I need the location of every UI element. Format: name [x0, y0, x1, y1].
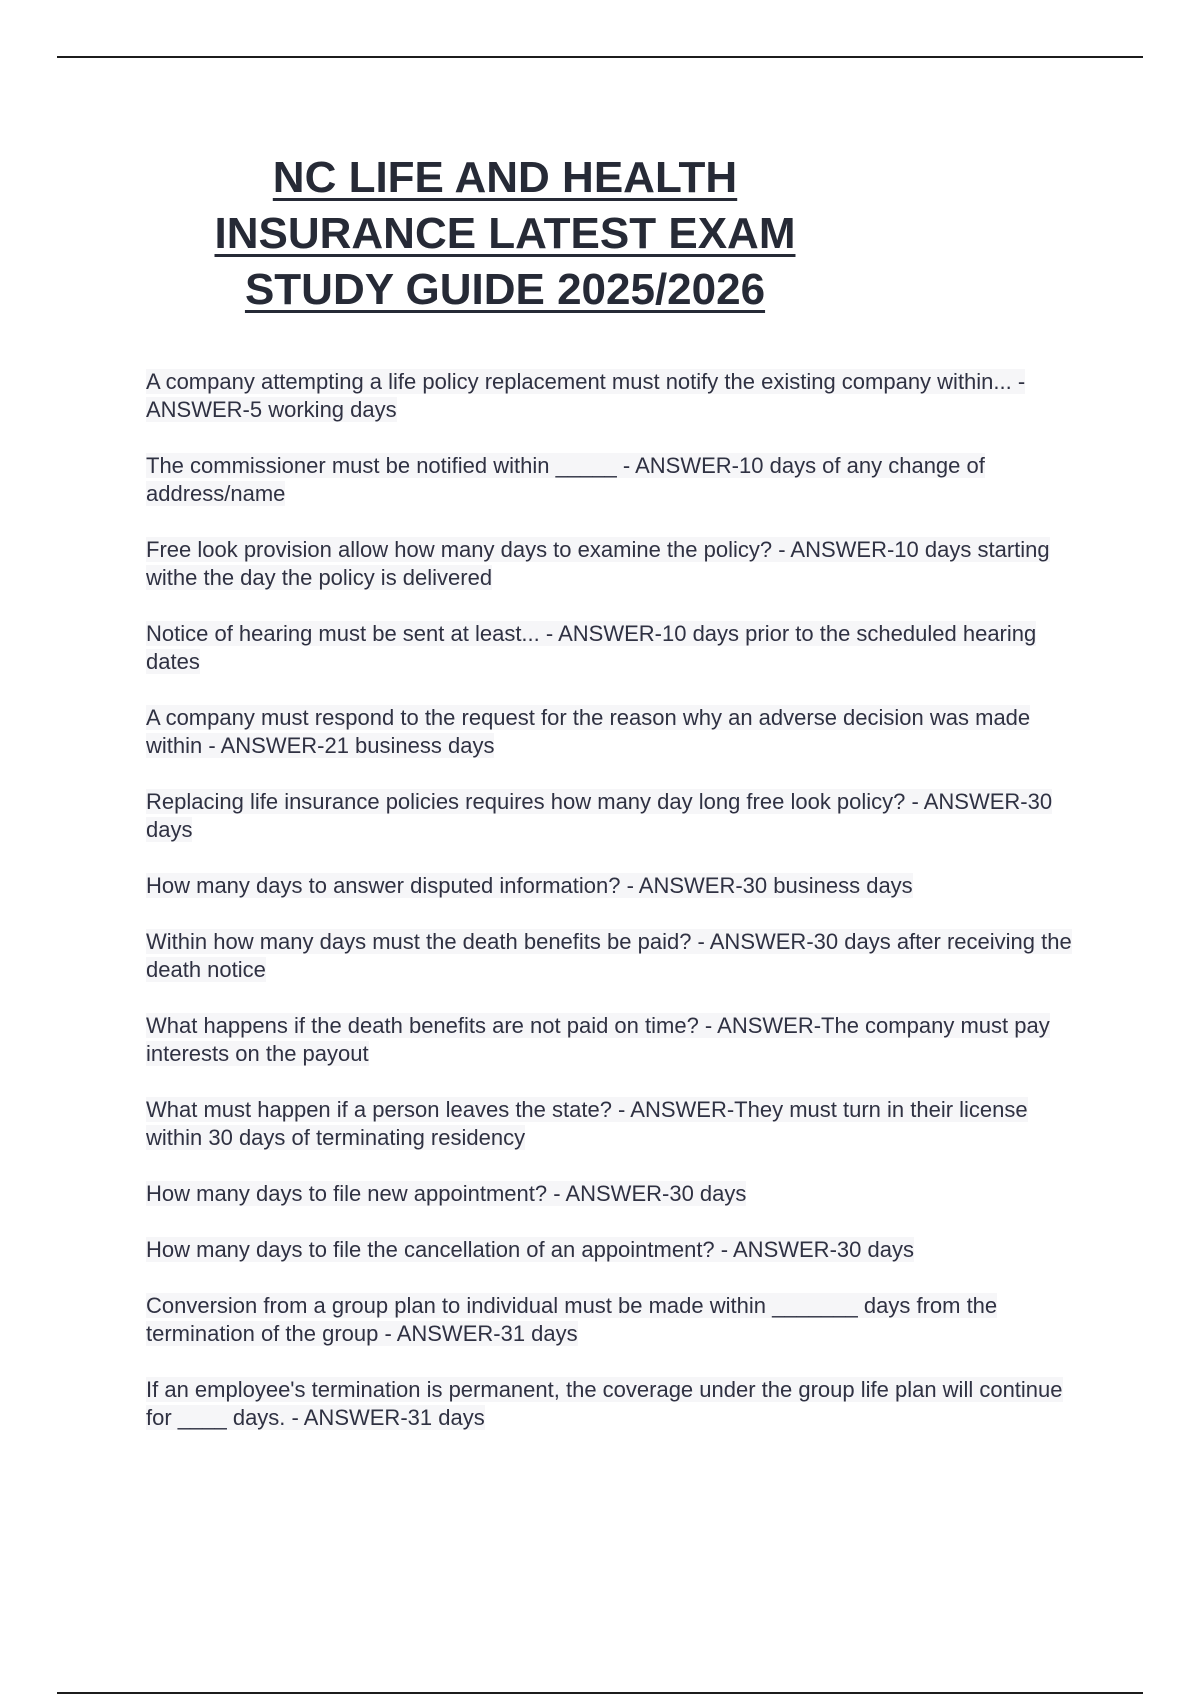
list-item: A company attempting a life policy replacement must notify the existing company within... - ANSWER-5 working days	[146, 369, 1026, 422]
list-item: Within how many days must the death benefits be paid? - ANSWER-30 days after receiving the death notice	[146, 929, 1072, 982]
title-line-2: INSURANCE LATEST EXAM	[214, 209, 796, 258]
top-divider	[57, 56, 1143, 58]
list-item: Notice of hearing must be sent at least... - ANSWER-10 days prior to the scheduled hearing dates	[146, 621, 1037, 674]
list-item: Conversion from a group plan to individual must be made within _______ days from the termination of the group - ANSWER-31 days	[146, 1293, 998, 1346]
question-answer-list	[146, 368, 1086, 1460]
page-title	[150, 150, 860, 318]
list-item: How many days to file the cancellation of an appointment? - ANSWER-30 days	[146, 1237, 914, 1262]
title-line-1: NC LIFE AND HEALTH	[272, 153, 738, 202]
list-item: What must happen if a person leaves the state? - ANSWER-They must turn in their license within 30 days of terminating residency	[146, 1097, 1028, 1150]
list-item: Replacing life insurance policies requires how many day long free look policy? - ANSWER-30 days	[146, 789, 1053, 842]
list-item: What happens if the death benefits are not paid on time? - ANSWER-The company must pay interests on the payout	[146, 1013, 1050, 1066]
list-item: If an employee's termination is permanent, the coverage under the group life plan will continue for ____ days. - ANSWER-31 days	[146, 1377, 1063, 1430]
title-line-3: STUDY GUIDE 2025/2026	[244, 265, 766, 314]
bottom-divider	[57, 1692, 1143, 1694]
list-item: A company must respond to the request for the reason why an adverse decision was made within - ANSWER-21 business days	[146, 705, 1031, 758]
list-item: How many days to answer disputed information? - ANSWER-30 business days	[146, 873, 913, 898]
list-item: Free look provision allow how many days to examine the policy? - ANSWER-10 days starting withe the day the policy is delivered	[146, 537, 1050, 590]
list-item: The commissioner must be notified within _____ - ANSWER-10 days of any change of address/name	[146, 453, 985, 506]
list-item: How many days to file new appointment? - ANSWER-30 days	[146, 1181, 747, 1206]
